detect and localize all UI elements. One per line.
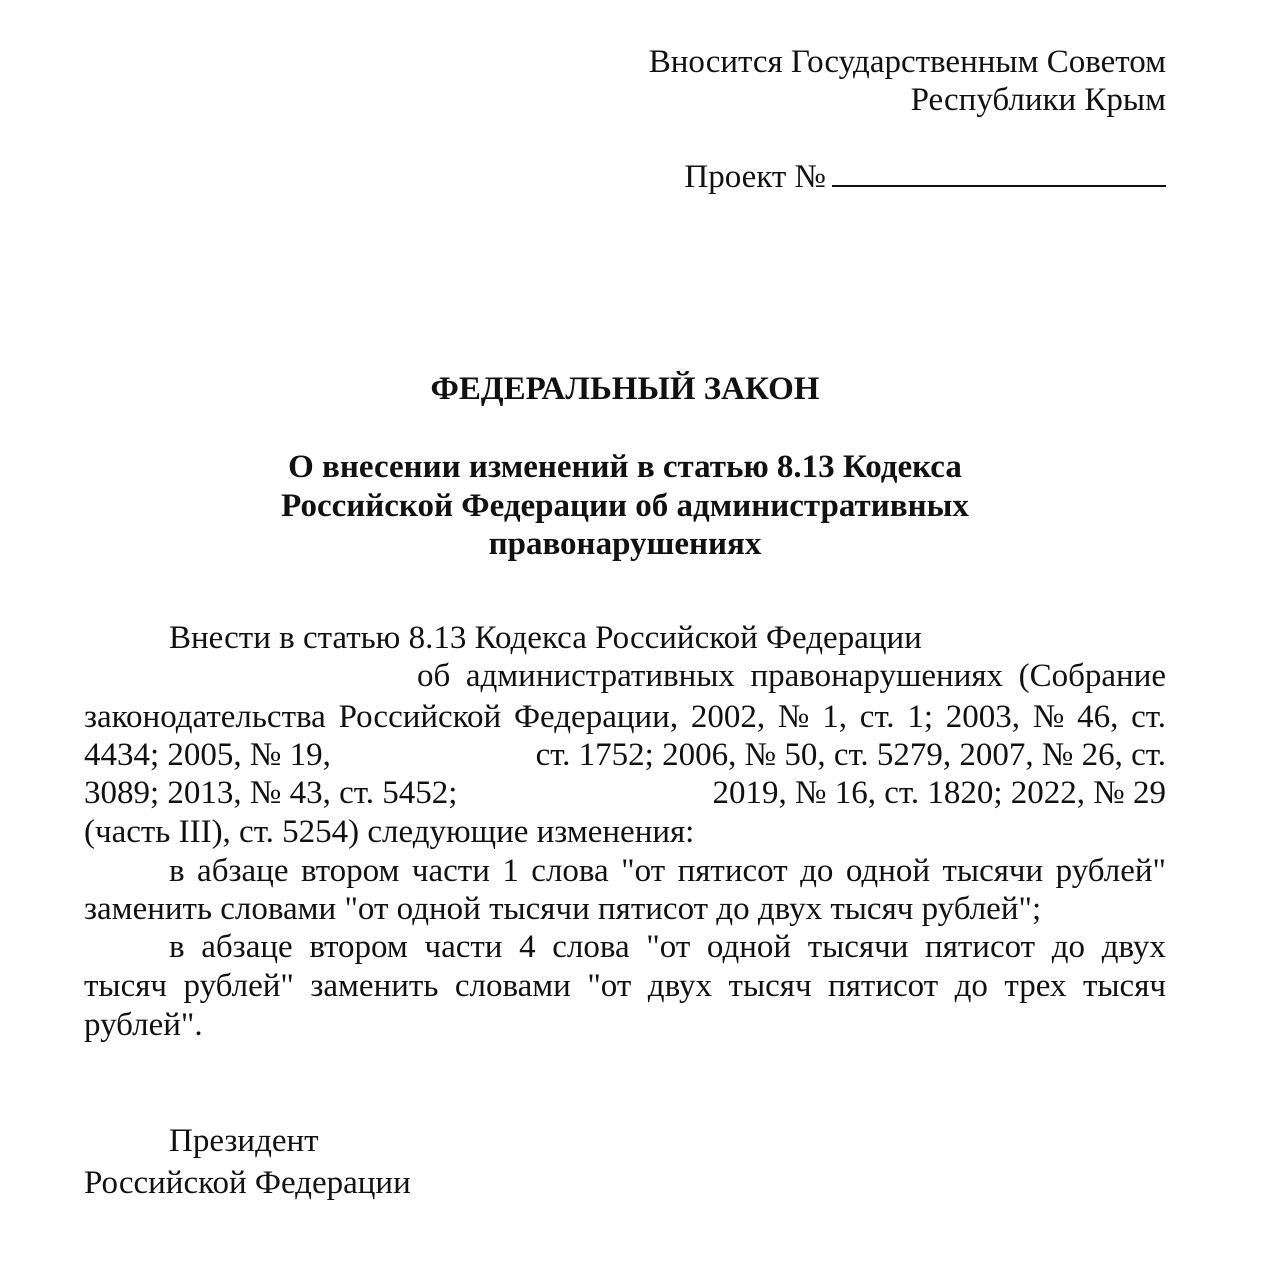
p3-line-1-word: "от xyxy=(646,929,691,965)
p2-line-1 xyxy=(169,851,1166,891)
project-number-blank xyxy=(832,157,1166,187)
p1-line-3-word: законодательства xyxy=(84,699,326,735)
p2-line-1-word: пятисот xyxy=(677,853,788,889)
p1-line-6: (часть III), ст. 5254) следующие изменения: xyxy=(84,814,695,850)
p2-line-1-word: втором xyxy=(300,853,400,889)
introduced-by-line2: Республики Крым xyxy=(910,82,1166,118)
p1-line-3-word: 1; xyxy=(907,699,934,735)
p3-line-2-word: двух xyxy=(647,968,713,1004)
p1-line-5-end: 2019, № 16, ст. 1820; 2022, № 29 xyxy=(712,775,1166,811)
p3-line-2-word: до xyxy=(954,968,988,1004)
p3-line-1-word: 4 xyxy=(519,929,536,965)
p1-line-2-word: административных xyxy=(465,658,735,694)
p1-line-2-word: правонарушениях xyxy=(750,658,1004,694)
p1-line-3-word: ст. xyxy=(1131,699,1166,735)
signature-country: Российской Федерации xyxy=(84,1165,411,1201)
p2-line-1-word: до xyxy=(800,853,834,889)
subject-line-3: правонарушениях xyxy=(488,526,762,562)
p3-line-2-word: тысяч xyxy=(728,968,812,1004)
p2-line-1-word: тысячи xyxy=(942,853,1044,889)
p3-line-2 xyxy=(84,966,1166,1006)
p3-line-1-word: двух xyxy=(1101,929,1166,965)
p2-line-1-word: рублей" xyxy=(1055,853,1166,889)
p1-line-3-word: 1, xyxy=(822,699,847,735)
p3-line-2-word: трех xyxy=(1004,968,1067,1004)
p1-line-3 xyxy=(84,697,1166,737)
p3-line-2-word: тысяч xyxy=(84,968,168,1004)
p2-line-1-word: 1 xyxy=(502,853,519,889)
subject-line-2: Российской Федерации об административных xyxy=(281,488,969,524)
p3-line-1-word: абзаце xyxy=(201,929,293,965)
subject-line-1: О внесении изменений в статью 8.13 Кодекса xyxy=(288,449,962,485)
p3-line-1-word: одной xyxy=(706,929,792,965)
p3-line-1-word: пятисот xyxy=(925,929,1036,965)
document-kind: ФЕДЕРАЛЬНЫЙ ЗАКОН xyxy=(430,371,820,407)
p2-line-1-word: слова xyxy=(531,853,609,889)
p3-line-1-word: тысячи xyxy=(807,929,909,965)
p1-line-2-word: (Собрание xyxy=(1018,658,1166,694)
p1-line-3-word: 2002, xyxy=(690,699,766,735)
signature-title: Президент xyxy=(169,1123,319,1159)
p3-line-2-word: словами xyxy=(454,968,571,1004)
p3-line-2-word: рублей" xyxy=(183,968,294,1004)
p3-line-2-word: заменить xyxy=(310,968,439,1004)
p1-line-3-word: № xyxy=(1032,699,1065,735)
project-number xyxy=(684,157,1166,197)
p3-line-1-word: до xyxy=(1051,929,1086,965)
project-label: Проект № xyxy=(684,159,826,195)
p1-line-3-word: Российской xyxy=(338,699,502,735)
p1-line-3-word: Федерации, xyxy=(513,699,679,735)
p3-line-2-word: "от xyxy=(587,968,632,1004)
p3-line-1 xyxy=(169,927,1166,967)
p1-line-2-word: об xyxy=(417,658,451,694)
p1-line-3-word: № xyxy=(777,699,810,735)
p2-line-1-word: абзаце xyxy=(197,853,289,889)
p2-line-1-word: "от xyxy=(621,853,666,889)
p2-line-1-word: части xyxy=(411,853,490,889)
p2-line-1-word: в xyxy=(169,853,185,889)
p1-line-5-start: 3089; 2013, № 43, ст. 5452; xyxy=(84,775,458,811)
p1-line-2 xyxy=(417,656,1166,696)
p3-line-3: рублей". xyxy=(84,1007,203,1043)
p2-line-1-word: одной xyxy=(845,853,931,889)
p1-line-3-word: ст. xyxy=(859,699,895,735)
p3-line-2-word: тысяч xyxy=(1082,968,1166,1004)
p1-line-4-end: ст. 1752; 2006, № 50, ст. 5279, 2007, № 26, ст. xyxy=(535,737,1166,773)
p1-line-3-word: 2003, xyxy=(945,699,1021,735)
p3-line-1-word: втором xyxy=(309,929,408,965)
p1-line-4-start: 4434; 2005, № 19, xyxy=(84,737,331,773)
p3-line-1-word: части xyxy=(424,929,503,965)
p1-line-3-word: 46, xyxy=(1077,699,1119,735)
p2-line-2: заменить словами "от одной тысячи пятисот до двух тысяч рублей"; xyxy=(84,891,1042,927)
p3-line-1-word: в xyxy=(169,929,185,965)
p3-line-1-word: слова xyxy=(552,929,630,965)
introduced-by-line1: Вносится Государственным Советом xyxy=(648,44,1166,80)
p1-line-1: Внести в статью 8.13 Кодекса Российской Федерации xyxy=(169,620,922,656)
p3-line-2-word: пятисот xyxy=(828,968,939,1004)
